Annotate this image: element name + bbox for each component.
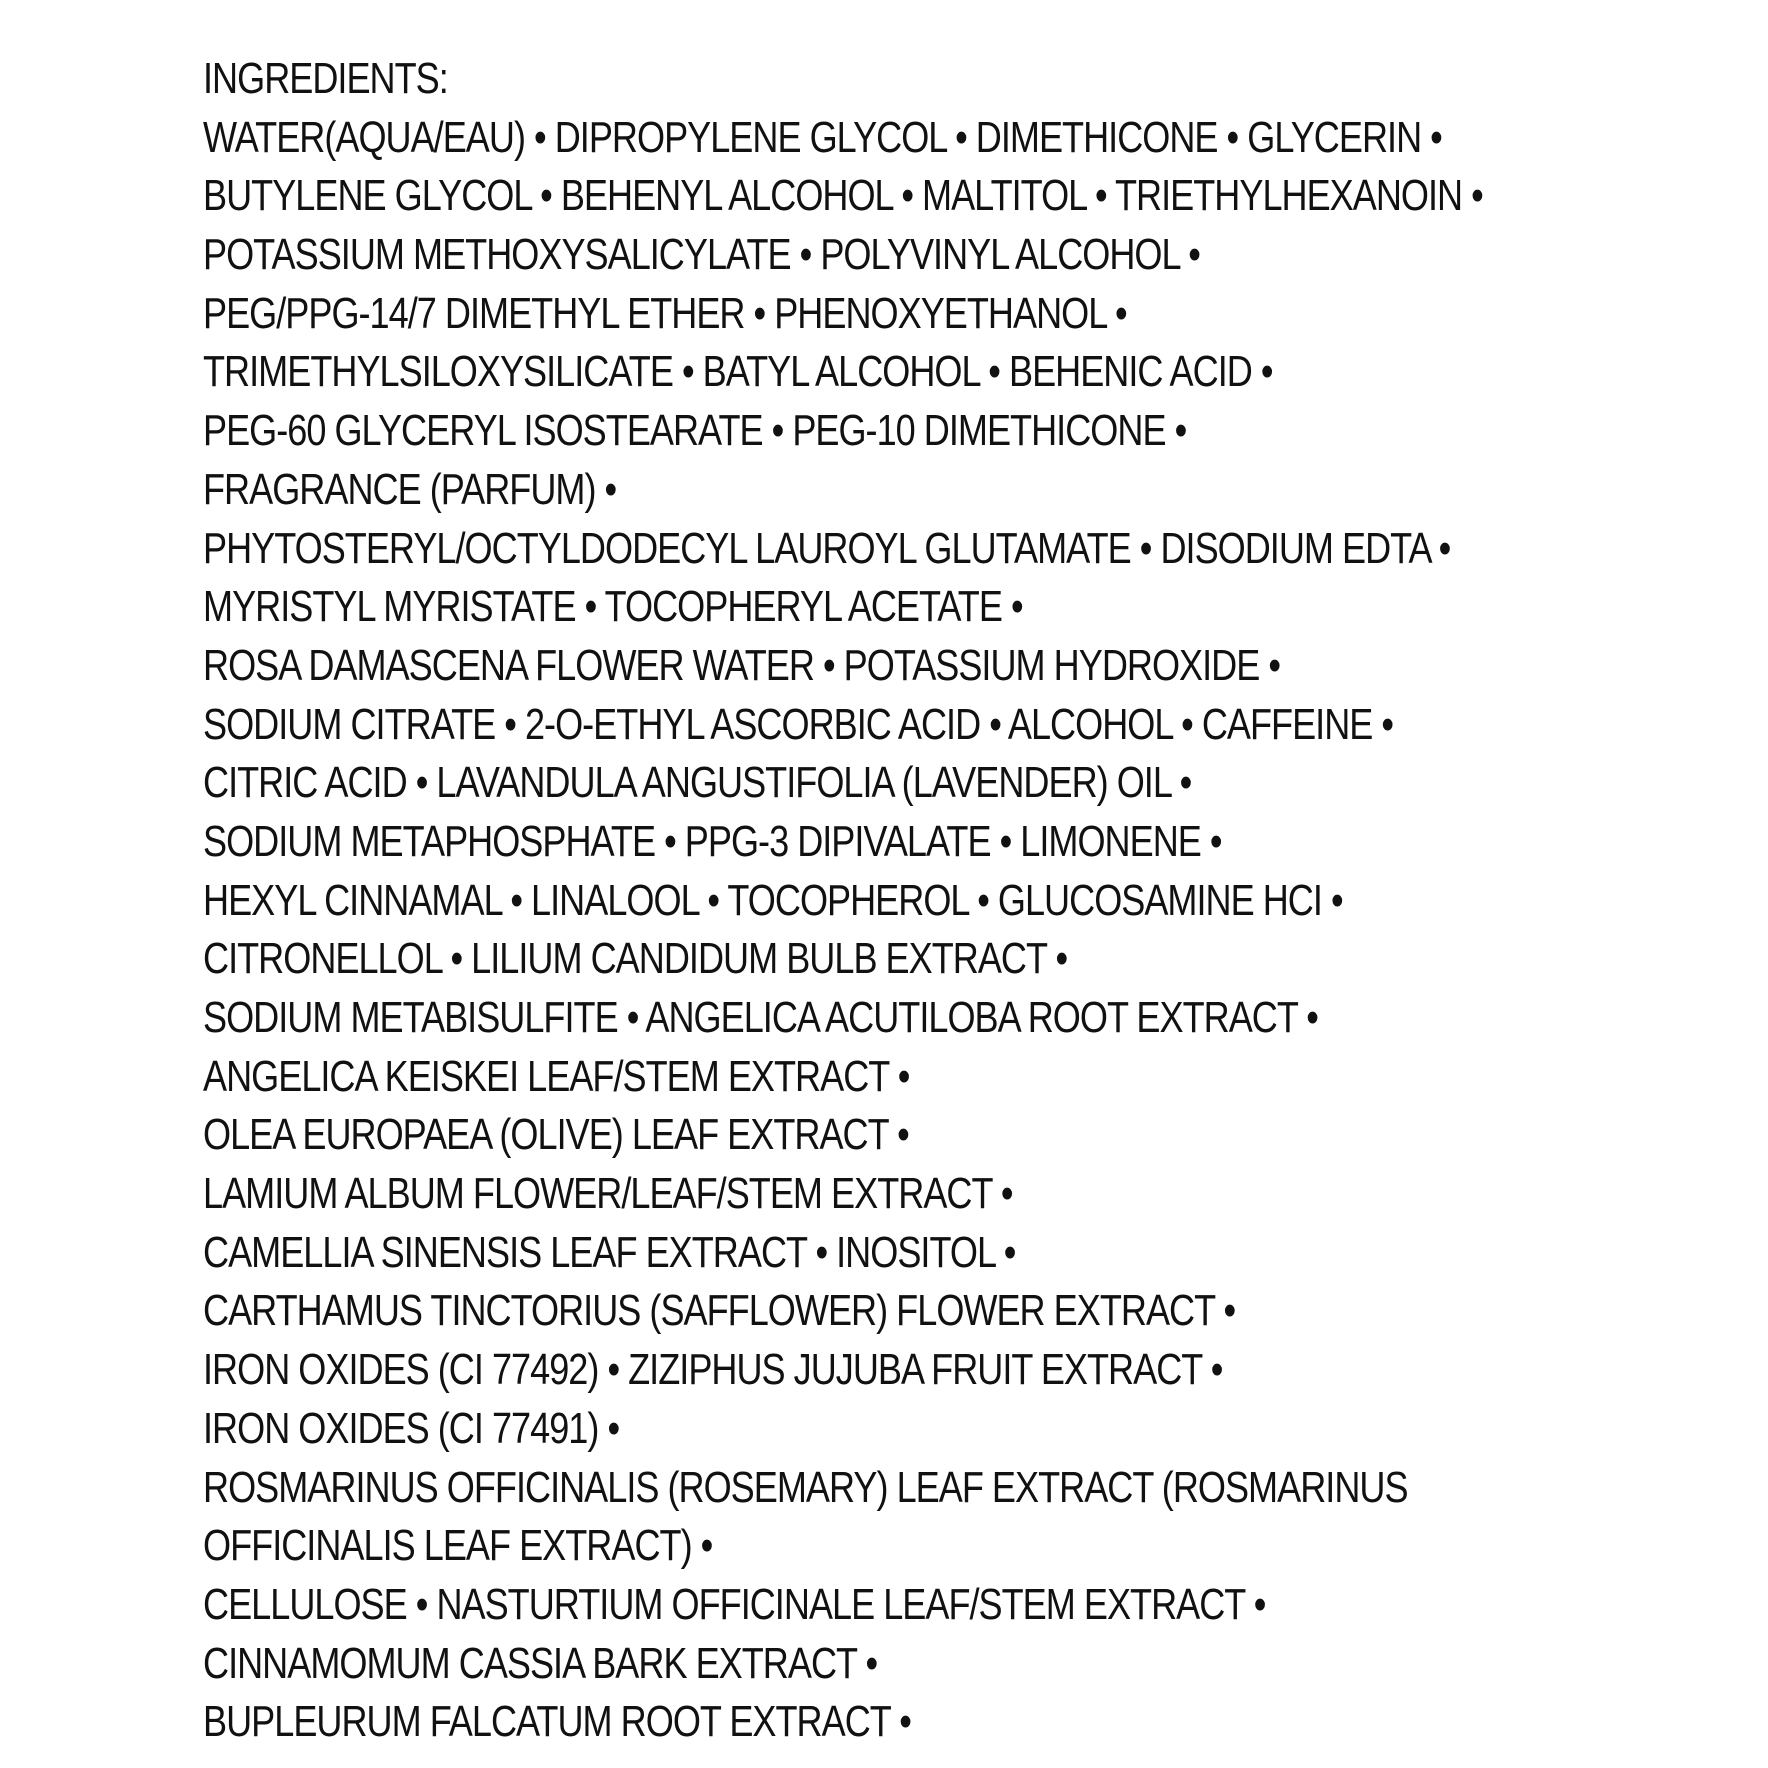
ingredient-line: CARTHAMUS TINCTORIUS (SAFFLOWER) FLOWER EXTRACT •: [203, 1286, 1236, 1336]
ingredient-line: SODIUM METAPHOSPHATE • PPG-3 DIPIVALATE • LIMONENE •: [203, 816, 1222, 866]
ingredient-line: PEG/PPG-14/7 DIMETHYL ETHER • PHENOXYETHANOL •: [203, 288, 1127, 338]
ingredient-line: ROSA DAMASCENA FLOWER WATER • POTASSIUM HYDROXIDE •: [203, 640, 1281, 690]
ingredient-line: ROSMARINUS OFFICINALIS (ROSEMARY) LEAF EXTRACT (ROSMARINUS: [203, 1462, 1408, 1512]
ingredients-label: [203, 50, 1483, 1752]
ingredient-line: OLEA EUROPAEA (OLIVE) LEAF EXTRACT •: [203, 1110, 909, 1160]
ingredient-line: WATER(AQUA/EAU) • DIPROPYLENE GLYCOL • DIMETHICONE • GLYCERIN •: [203, 112, 1442, 162]
ingredient-line: OFFICINALIS LEAF EXTRACT) •: [203, 1521, 713, 1571]
ingredient-line: ANGELICA KEISKEI LEAF/STEM EXTRACT •: [203, 1051, 910, 1101]
ingredient-line: PEG-60 GLYCERYL ISOSTEARATE • PEG-10 DIMETHICONE •: [203, 406, 1187, 456]
ingredient-line: CINNAMOMUM CASSIA BARK EXTRACT •: [203, 1638, 878, 1688]
ingredient-line: POTASSIUM METHOXYSALICYLATE • POLYVINYL ALCOHOL •: [203, 230, 1200, 280]
ingredient-line: CAMELLIA SINENSIS LEAF EXTRACT • INOSITOL •: [203, 1227, 1016, 1277]
ingredient-line: CELLULOSE • NASTURTIUM OFFICINALE LEAF/STEM EXTRACT •: [203, 1579, 1266, 1629]
ingredient-line: MYRISTYL MYRISTATE • TOCOPHERYL ACETATE •: [203, 582, 1023, 632]
ingredient-line: CITRONELLOL • LILIUM CANDIDUM BULB EXTRACT •: [203, 934, 1068, 984]
ingredient-line: HEXYL CINNAMAL • LINALOOL • TOCOPHEROL • GLUCOSAMINE HCI •: [203, 875, 1343, 925]
ingredient-line: IRON OXIDES (CI 77491) •: [203, 1403, 620, 1453]
ingredient-line: CITRIC ACID • LAVANDULA ANGUSTIFOLIA (LAVENDER) OIL •: [203, 758, 1192, 808]
ingredient-line: TRIMETHYLSILOXYSILICATE • BATYL ALCOHOL • BEHENIC ACID •: [203, 347, 1273, 397]
ingredient-line: BUPLEURUM FALCATUM ROOT EXTRACT •: [203, 1697, 911, 1747]
ingredient-line: PHYTOSTERYL/OCTYLDODECYL LAUROYL GLUTAMATE • DISODIUM EDTA •: [203, 523, 1451, 573]
ingredient-line: LAMIUM ALBUM FLOWER/LEAF/STEM EXTRACT •: [203, 1169, 1013, 1219]
ingredient-line: SODIUM METABISULFITE • ANGELICA ACUTILOBA ROOT EXTRACT •: [203, 993, 1318, 1042]
ingredient-line: IRON OXIDES (CI 77492) • ZIZIPHUS JUJUBA FRUIT EXTRACT •: [203, 1345, 1223, 1395]
ingredient-line: FRAGRANCE (PARFUM) •: [203, 464, 617, 514]
ingredient-line: BUTYLENE GLYCOL • BEHENYL ALCOHOL • MALTITOL • TRIETHYLHEXANOIN •: [203, 171, 1483, 221]
ingredient-line: SODIUM CITRATE • 2-O-ETHYL ASCORBIC ACID • ALCOHOL • CAFFEINE •: [203, 699, 1394, 749]
ingredients-heading: INGREDIENTS:: [203, 54, 448, 103]
